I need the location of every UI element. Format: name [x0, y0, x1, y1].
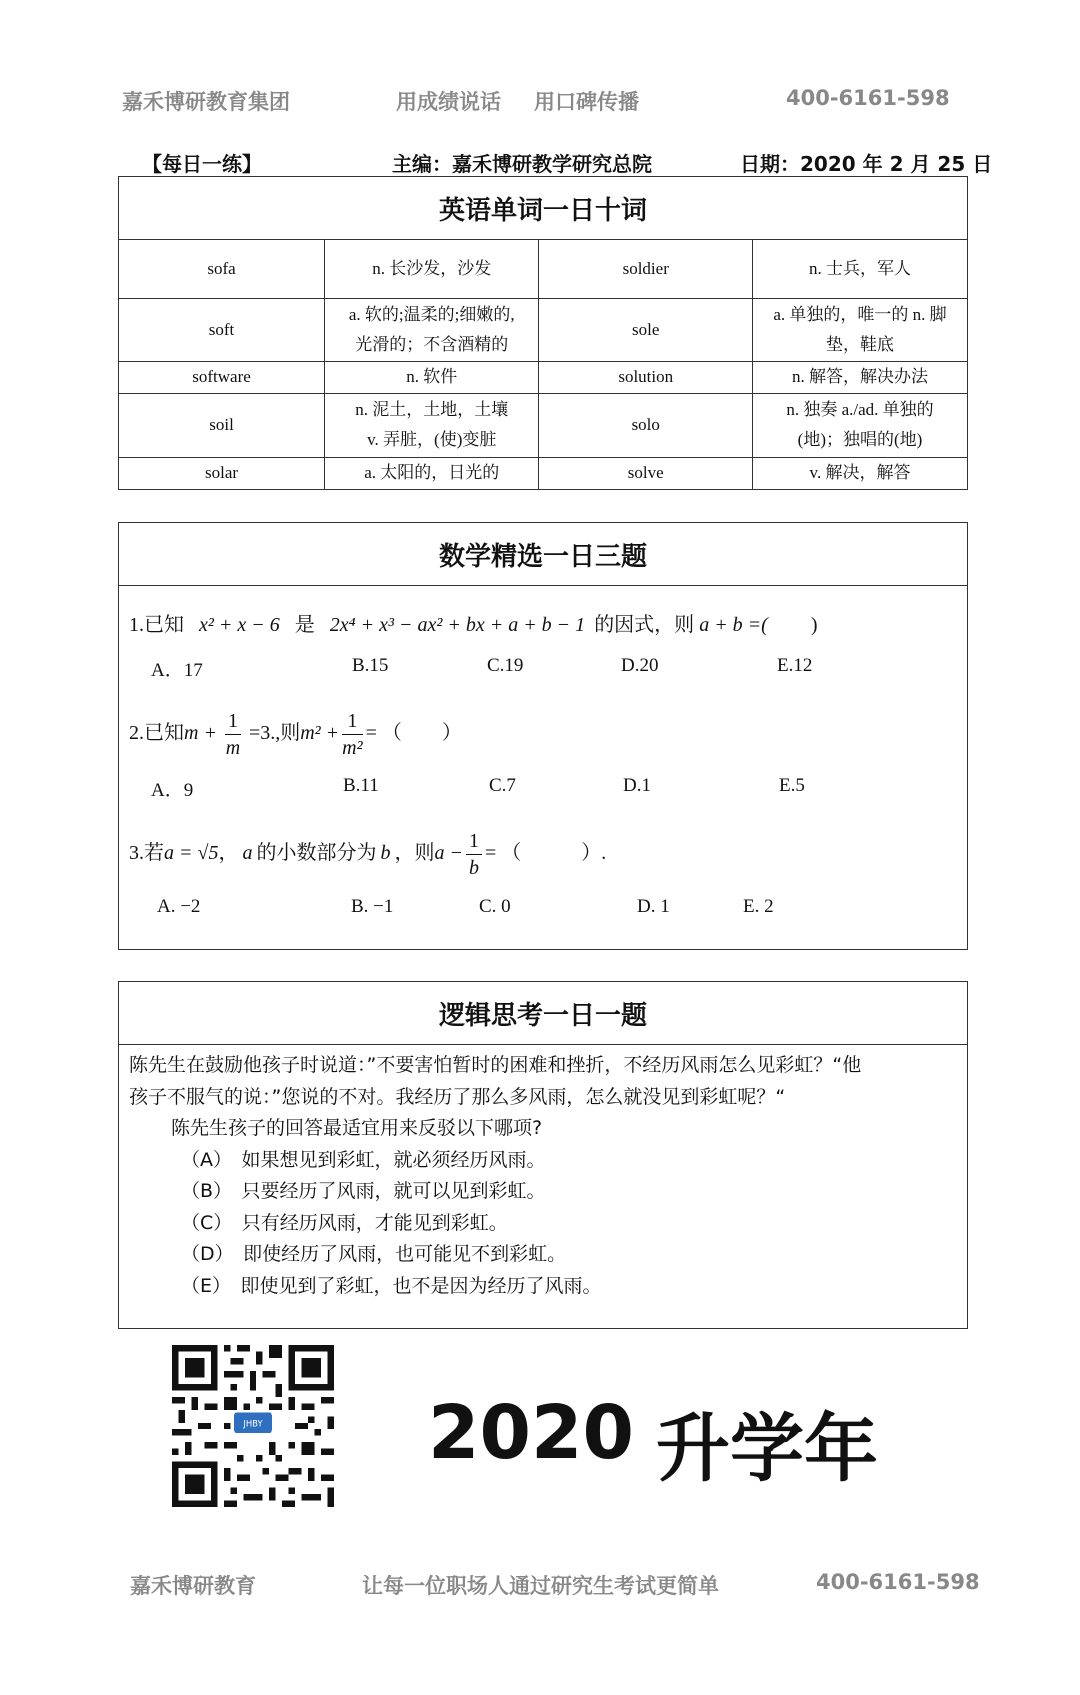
vocab-definition: n. 士兵，军人: [753, 240, 968, 298]
vocab-definition: v. 解决，解答: [753, 457, 968, 489]
vocab-word: solution: [539, 361, 753, 393]
vocab-definition: n. 解答，解决办法: [753, 361, 968, 393]
vocab-section: [118, 176, 968, 490]
vocab-definition: a. 太阳的，日光的: [325, 457, 539, 489]
math-question-3: [129, 828, 606, 881]
math-title: 数学精选一日三题: [119, 523, 967, 586]
math-section: [118, 522, 968, 950]
header-phone: 400-6161-598: [786, 86, 950, 110]
q3-expression: a = √5: [164, 842, 219, 865]
q3-text: ，则: [394, 842, 435, 865]
q3-var-b: b: [380, 842, 391, 865]
footer-phone: 400-6161-598: [816, 1570, 980, 1594]
banner-year: 2020: [428, 1390, 634, 1476]
q1-expression-1: x² + x − 6: [199, 614, 280, 636]
vocab-word: software: [119, 361, 325, 393]
table-row: [119, 457, 967, 489]
logic-stem-line: 孩子不服气的说：”您说的不对。我经历了那么多风雨，怎么就没见到彩虹呢？“: [129, 1085, 786, 1108]
footer-slogan: 让每一位职场人通过研究生考试更简单: [362, 1574, 719, 1598]
q2-fraction: [342, 708, 362, 761]
logic-option: （C） 只有经历风雨，才能见到彩虹。: [181, 1211, 508, 1234]
subheader-editor: 主编：嘉禾博研教学研究总院: [392, 152, 652, 176]
q2-ask: = （ ）: [365, 722, 462, 745]
vocab-definition: n. 软件: [325, 361, 539, 393]
q2-prefix: 2.已知: [129, 722, 184, 745]
logic-section: [118, 981, 968, 1329]
vocab-word: soldier: [539, 240, 753, 298]
q1-option: D.20: [621, 655, 659, 676]
q3-prefix: 3.若: [129, 842, 164, 865]
q1-text: 的因式，则: [594, 614, 695, 636]
logic-option: （B） 只要经历了风雨，就可以见到彩虹。: [181, 1180, 546, 1202]
vocab-definition: [753, 393, 968, 457]
table-row: [119, 240, 967, 298]
header-slogan-2: 用口碑传播: [534, 90, 639, 114]
vocab-def-line: v. 弄脏，(使)变脏: [367, 430, 497, 449]
q3-option: E. 2: [743, 896, 774, 917]
q3-option: C. 0: [479, 896, 511, 917]
logic-body: [119, 1045, 967, 1302]
logic-question: 陈先生孩子的回答最适宜用来反驳以下哪项?: [171, 1117, 543, 1139]
q2-option: D.1: [623, 775, 651, 796]
banner-text: 升学年: [656, 1406, 878, 1492]
logic-option: （A） 如果想见到彩虹，就必须经历风雨。: [181, 1148, 546, 1171]
q2-text: =3.,则: [248, 722, 301, 745]
vocab-word: sofa: [119, 240, 325, 298]
svg-text:JHBY: JHBY: [243, 1418, 263, 1429]
footer-company: 嘉禾博研教育: [130, 1574, 256, 1598]
vocab-definition: [325, 393, 539, 457]
logic-title: 逻辑思考一日一题: [119, 982, 967, 1045]
vocab-def-line: 光滑的；不含酒精的: [355, 334, 509, 354]
qr-code-image: [172, 1345, 334, 1507]
vocab-title: 英语单词一日十词: [119, 177, 967, 240]
q3-var-a: a: [242, 842, 253, 865]
q1-close: ): [810, 614, 818, 636]
q1-expression-2: 2x⁴ + x³ − ax² + bx + a + b − 1: [329, 614, 586, 636]
logic-option: （D） 即使经历了风雨，也可能见不到彩虹。: [181, 1243, 567, 1265]
q1-option: C.19: [487, 655, 524, 676]
vocab-word: solve: [539, 457, 753, 489]
q2-option: A．9: [151, 780, 194, 801]
math-question-1: [129, 608, 818, 637]
q2-option: B.11: [343, 775, 379, 796]
header-company: 嘉禾博研教育集团: [122, 90, 290, 114]
q3-option: A. −2: [157, 896, 201, 917]
q1-text: 是: [294, 614, 315, 636]
logic-stem-line: 陈先生在鼓励他孩子时说道：”不要害怕暂时的困难和挫折，不经历风雨怎么见彩虹？“他: [129, 1054, 862, 1076]
vocab-definition: n. 长沙发，沙发: [325, 240, 539, 298]
table-row: [119, 393, 967, 457]
q2-numerator: 1: [225, 708, 241, 735]
q3-text: 的小数部分为: [256, 842, 377, 865]
q3-fraction: [466, 828, 482, 881]
q1-option: E.12: [777, 655, 813, 676]
vocab-def-line: a. 单独的，唯一的 n. 脚: [773, 304, 947, 324]
vocab-def-line: n. 独奏 a./ad. 单独的: [786, 400, 934, 419]
vocab-word: sole: [539, 298, 753, 361]
vocab-word: soil: [119, 393, 325, 457]
vocab-def-line: n. 泥土，土地，土壤: [355, 400, 509, 419]
q1-option: B.15: [352, 655, 389, 676]
q2-fraction: [225, 708, 241, 761]
q2-denominator: m²: [342, 737, 363, 759]
header-slogan-1: 用成绩说话: [396, 90, 501, 114]
vocab-def-line: 垫，鞋底: [826, 334, 894, 354]
q2-option: E.5: [779, 775, 805, 796]
q3-option: B. −1: [351, 896, 394, 917]
table-row: [119, 361, 967, 393]
vocab-def-line: a. 软的;温柔的;细嫩的,: [348, 304, 515, 324]
q3-option: D. 1: [637, 896, 670, 917]
vocab-definition: [325, 298, 539, 361]
q1-option: A．17: [151, 660, 203, 681]
q3-denominator: b: [468, 857, 479, 879]
vocab-word: solar: [119, 457, 325, 489]
vocab-table: [119, 240, 967, 489]
logic-option: （E） 即使见到了彩虹，也不是因为经历了风雨。: [181, 1274, 602, 1297]
table-row: [119, 298, 967, 361]
q3-expression: a −: [434, 842, 463, 865]
q3-ask: = （ ）.: [484, 842, 607, 865]
vocab-definition: [753, 298, 968, 361]
vocab-word: solo: [539, 393, 753, 457]
q2-expression: m +: [184, 722, 217, 745]
vocab-word: soft: [119, 298, 325, 361]
q2-numerator: 1: [342, 708, 362, 735]
q1-ask: a + b =(: [699, 614, 768, 636]
subheader-date: 日期：2020 年 2 月 25 日: [740, 152, 993, 176]
subheader-daily: 【每日一练】: [142, 152, 262, 176]
q3-text: ，: [218, 842, 239, 865]
q2-option: C.7: [489, 775, 516, 796]
q1-prefix: 1.已知: [129, 614, 184, 636]
vocab-def-line: (地)；独唱的(地): [797, 430, 923, 449]
q2-expression: m² +: [300, 722, 340, 745]
math-question-2: [129, 708, 462, 761]
q3-numerator: 1: [466, 828, 482, 855]
q2-denominator: m: [225, 737, 241, 759]
